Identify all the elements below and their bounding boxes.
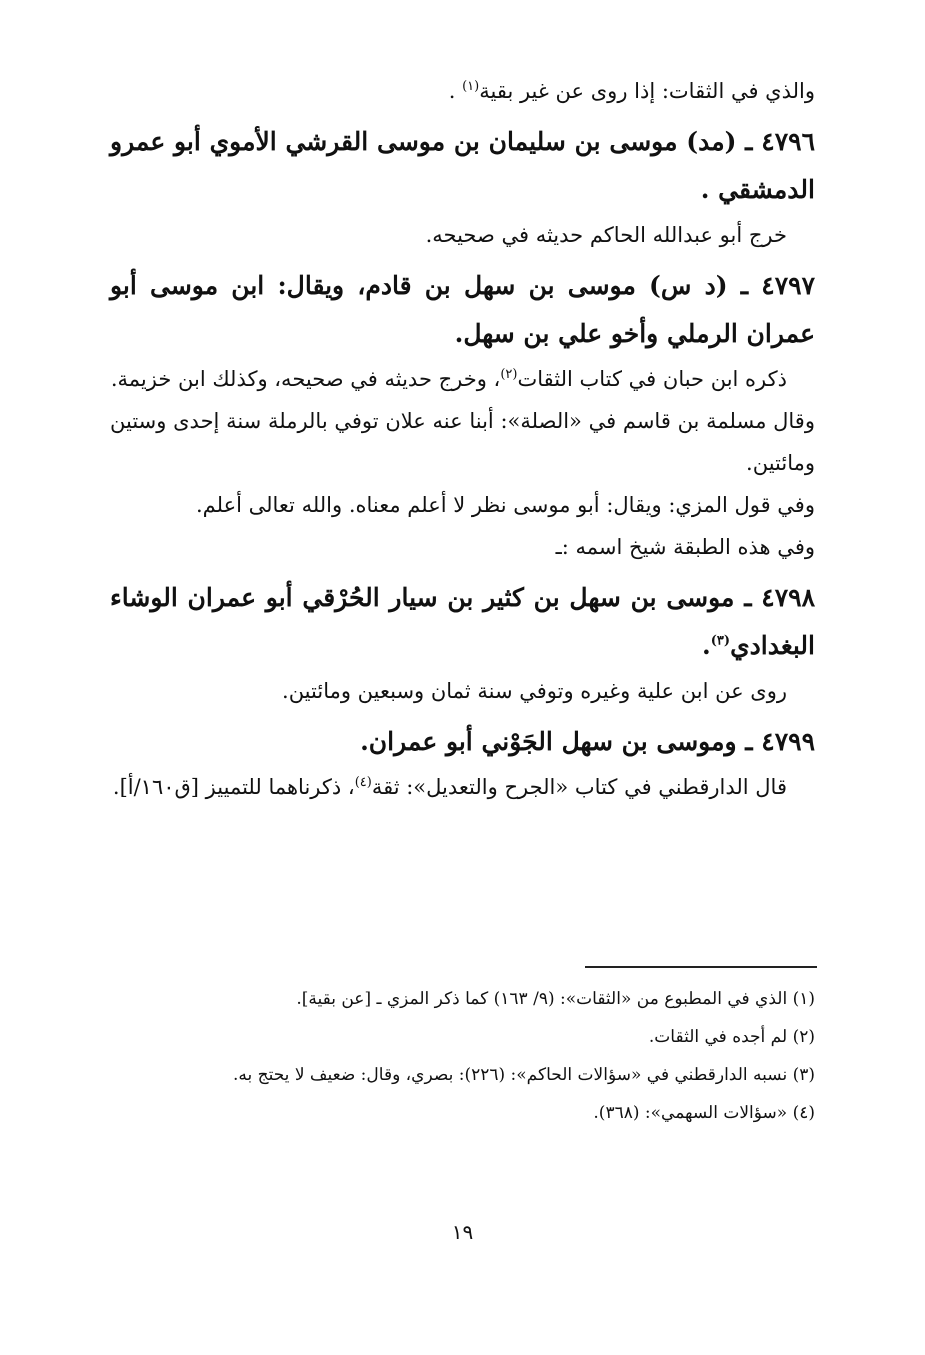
entry-4797-text-4: وفي هذه الطبقة شيخ اسمه :ـ (555, 535, 815, 559)
entry-4798-heading-tail: . (702, 631, 711, 660)
entry-4796-heading: ٤٧٩٦ ـ (مد) موسى بن سليمان بن موسى القرشي الأموي أبو عمرو الدمشقي . (110, 127, 815, 204)
page-number: ١٩ (451, 1220, 474, 1244)
entry-4799-heading: ٤٧٩٩ ـ وموسى بن سهل الجَوْني أبو عمران. (360, 727, 815, 756)
footnote-divider (585, 966, 817, 968)
footnote-ref-3[interactable]: (٣) (710, 633, 731, 649)
entry-4797-text-1b: ، وخرج حديثه في صحيحه، وكذلك ابن خزيمة. (110, 367, 501, 391)
footnote-4: (٤) «سؤالات السهمي»: (٣٦٨). (593, 1103, 815, 1123)
entry-4797-text-1 (110, 358, 815, 400)
entry-4798-heading-text: ٤٧٩٨ ـ موسى بن سهل بن كثير بن سيار الحُرْقي أبو عمران الوشاء البغدادي (110, 583, 815, 660)
footnote-ref-1[interactable]: (١) (462, 79, 480, 94)
entry-4799-text-b: ، ذكرناهما للتمييز [ق١٦٠/أ]. (112, 775, 355, 799)
intro-text: والذي في الثقات: إذا روى عن غير بقية (479, 79, 815, 103)
footnotes (110, 980, 815, 1132)
entry-4797-heading: ٤٧٩٧ ـ (د س) موسى بن سهل بن قادم، ويقال: ابن موسى أبو عمران الرملي وأخو علي بن سهل. (110, 271, 815, 348)
intro-line (110, 70, 815, 112)
footnote-2: (٢) لم أجده في الثقات. (648, 1027, 815, 1047)
entry-4797-text-3: وفي قول المزي: ويقال: أبو موسى نظر لا أعلم معناه. والله تعالى أعلم. (195, 493, 815, 517)
footnote-1: (١) الذي في المطبوع من «الثقات»: (٩/ ١٦٣) كما ذكر المزي ـ [عن بقية]. (296, 989, 815, 1009)
entry-4798-text: روى عن ابن علية وغيره وتوفي سنة ثمان وسبعين ومائتين. (282, 679, 787, 703)
footnote-ref-4[interactable]: (٤) (354, 775, 372, 790)
footnote-3: (٣) نسبه الدارقطني في «سؤالات الحاكم»: (٢٢٦): بصري، وقال: ضعيف لا يحتج به. (232, 1065, 815, 1085)
footnote-ref-2[interactable]: (٢) (500, 367, 518, 382)
entry-4796-text: خرج أبو عبدالله الحاكم حديثه في صحيحه. (425, 223, 787, 247)
entry-4797-text-2: وقال مسلمة بن قاسم في «الصلة»: أبنا عنه علان توفي بالرملة سنة إحدى وستين ومائتين. (110, 409, 815, 475)
entry-4799-text (110, 766, 815, 808)
entry-4798-heading (110, 574, 815, 670)
entry-4799-text-a: قال الدارقطني في كتاب «الجرح والتعديل»: ثقة (371, 775, 787, 799)
page-body (110, 70, 815, 808)
entry-4797-text-1a: ذكره ابن حبان في كتاب الثقات (517, 367, 787, 391)
intro-tail: . (448, 79, 463, 103)
